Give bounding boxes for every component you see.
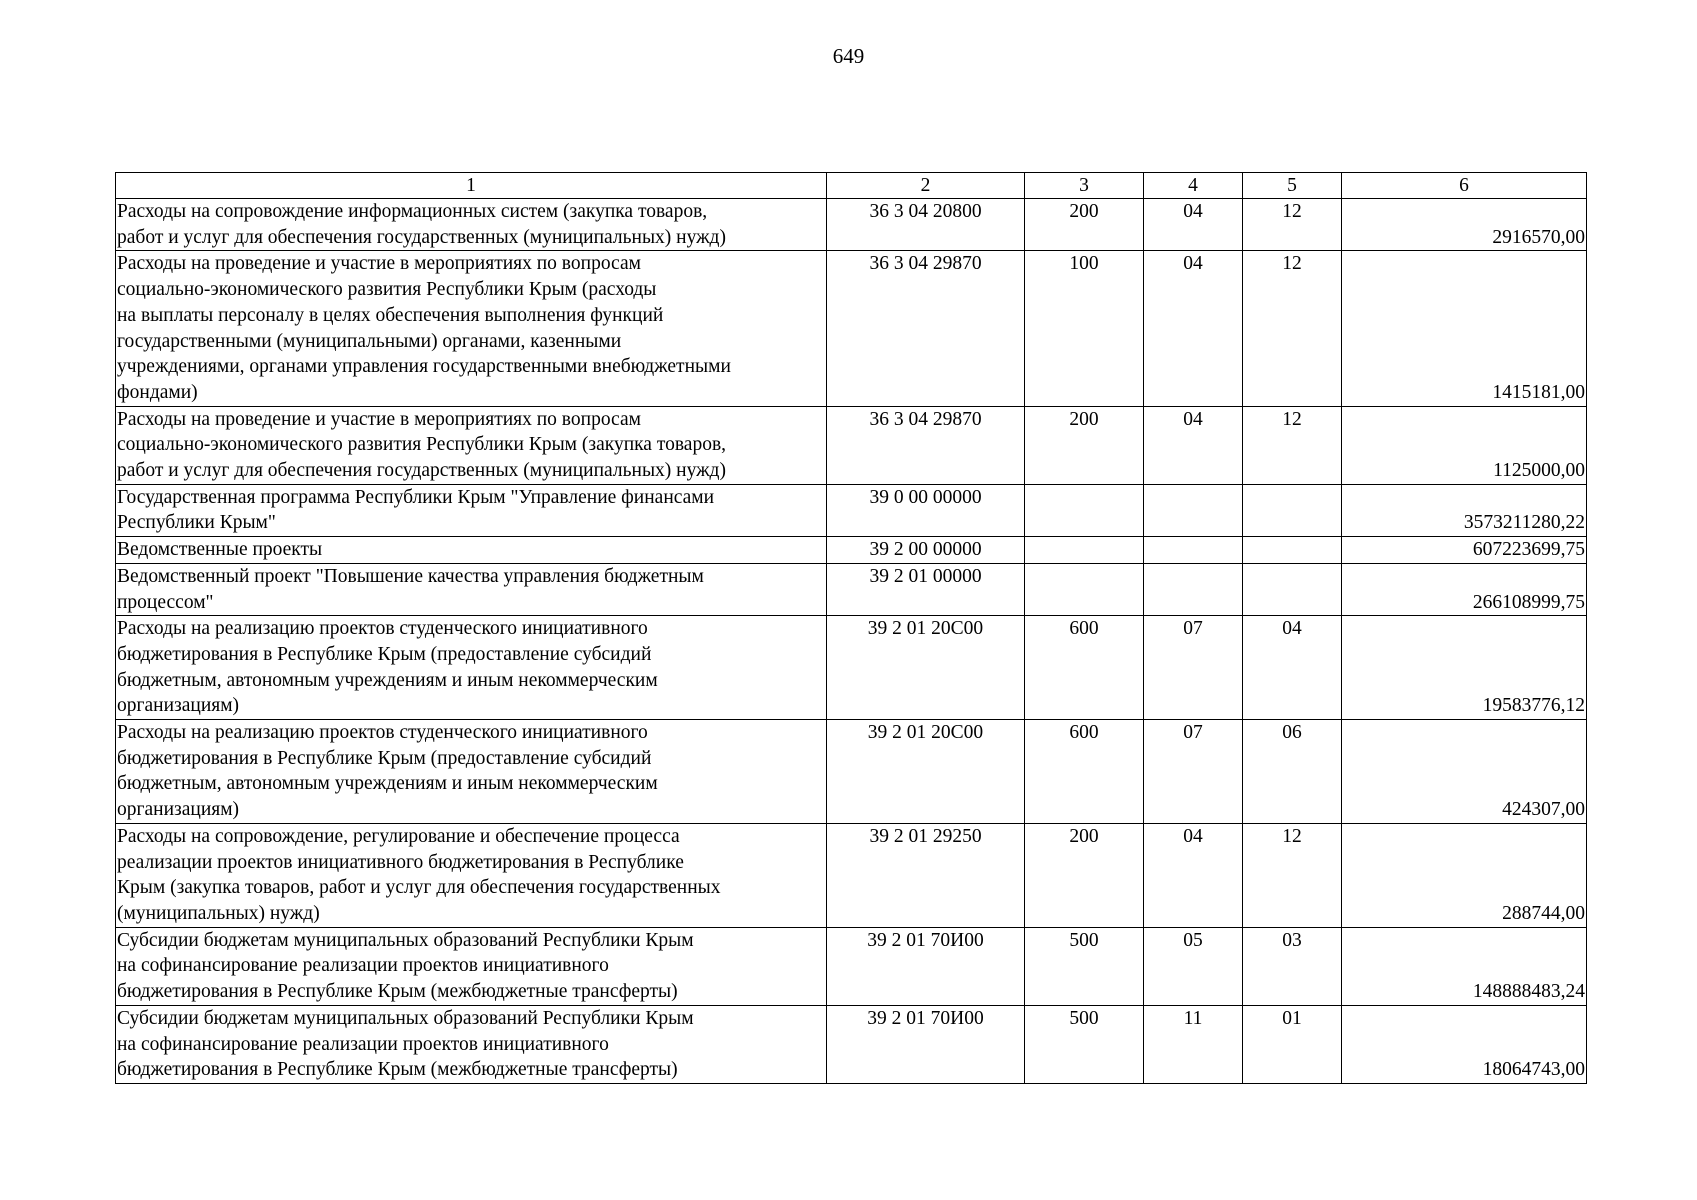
table-row bbox=[116, 199, 1587, 251]
column-header-5: 5 bbox=[1243, 173, 1342, 199]
section-cell: 04 bbox=[1144, 823, 1243, 927]
expense-name-cell: Расходы на проведение и участие в мероприятиях по вопросам социально-экономического развития Республики Крым (закупка товаров, работ и услуг для обеспечения государственных (муниципальных) нужд) bbox=[116, 406, 827, 484]
table-row bbox=[116, 406, 1587, 484]
expense-name-cell: Ведомственные проекты bbox=[116, 537, 827, 564]
table-header bbox=[116, 173, 1587, 199]
table-row bbox=[116, 484, 1587, 536]
table-body bbox=[116, 199, 1587, 1084]
target-article-code-cell: 36 3 04 29870 bbox=[827, 406, 1025, 484]
column-header-4: 4 bbox=[1144, 173, 1243, 199]
target-article-code-cell: 39 2 01 20С00 bbox=[827, 616, 1025, 720]
table-row bbox=[116, 927, 1587, 1005]
amount-cell: 148888483,24 bbox=[1342, 927, 1587, 1005]
amount-cell: 266108999,75 bbox=[1342, 563, 1587, 615]
table-row bbox=[116, 537, 1587, 564]
section-cell: 04 bbox=[1144, 406, 1243, 484]
target-article-code-cell: 39 2 01 70И00 bbox=[827, 927, 1025, 1005]
amount-cell: 1125000,00 bbox=[1342, 406, 1587, 484]
target-article-code-cell: 36 3 04 20800 bbox=[827, 199, 1025, 251]
subsection-cell bbox=[1243, 563, 1342, 615]
amount-cell: 607223699,75 bbox=[1342, 537, 1587, 564]
expense-name-cell: Ведомственный проект "Повышение качества управления бюджетным процессом" bbox=[116, 563, 827, 615]
expense-name-cell: Субсидии бюджетам муниципальных образований Республики Крым на софинансирование реализации проектов инициативного бюджетирования в Республике Крым (межбюджетные трансферты) bbox=[116, 1005, 827, 1083]
expense-type-cell: 500 bbox=[1025, 1005, 1144, 1083]
subsection-cell: 04 bbox=[1243, 616, 1342, 720]
section-cell: 05 bbox=[1144, 927, 1243, 1005]
subsection-cell: 06 bbox=[1243, 720, 1342, 824]
section-cell: 07 bbox=[1144, 720, 1243, 824]
expense-type-cell bbox=[1025, 537, 1144, 564]
table-row bbox=[116, 823, 1587, 927]
target-article-code-cell: 39 2 00 00000 bbox=[827, 537, 1025, 564]
amount-cell: 18064743,00 bbox=[1342, 1005, 1587, 1083]
budget-table bbox=[115, 172, 1587, 1084]
subsection-cell bbox=[1243, 537, 1342, 564]
expense-type-cell: 200 bbox=[1025, 823, 1144, 927]
subsection-cell: 12 bbox=[1243, 199, 1342, 251]
expense-type-cell: 500 bbox=[1025, 927, 1144, 1005]
amount-cell: 3573211280,22 bbox=[1342, 484, 1587, 536]
expense-type-cell: 200 bbox=[1025, 199, 1144, 251]
column-header-2: 2 bbox=[827, 173, 1025, 199]
section-cell: 11 bbox=[1144, 1005, 1243, 1083]
column-header-6: 6 bbox=[1342, 173, 1587, 199]
amount-cell: 19583776,12 bbox=[1342, 616, 1587, 720]
subsection-cell: 12 bbox=[1243, 406, 1342, 484]
section-cell: 04 bbox=[1144, 251, 1243, 406]
expense-type-cell bbox=[1025, 484, 1144, 536]
amount-cell: 288744,00 bbox=[1342, 823, 1587, 927]
column-header-3: 3 bbox=[1025, 173, 1144, 199]
expense-type-cell: 600 bbox=[1025, 720, 1144, 824]
expense-type-cell bbox=[1025, 563, 1144, 615]
subsection-cell: 01 bbox=[1243, 1005, 1342, 1083]
expense-name-cell: Расходы на реализацию проектов студенческого инициативного бюджетирования в Республике Крым (предоставление субсидий бюджетным, автономным учреждениям и иным некоммерческим организациям) bbox=[116, 720, 827, 824]
expense-name-cell: Расходы на сопровождение, регулирование и обеспечение процесса реализации проектов инициативного бюджетирования в Республике Крым (закупка товаров, работ и услуг для обеспечения государственных (муниципальных) нужд) bbox=[116, 823, 827, 927]
amount-cell: 2916570,00 bbox=[1342, 199, 1587, 251]
section-cell bbox=[1144, 537, 1243, 564]
expense-name-cell: Расходы на сопровождение информационных систем (закупка товаров, работ и услуг для обеспечения государственных (муниципальных) нужд) bbox=[116, 199, 827, 251]
table-row bbox=[116, 563, 1587, 615]
section-cell: 07 bbox=[1144, 616, 1243, 720]
table-row bbox=[116, 720, 1587, 824]
target-article-code-cell: 39 2 01 29250 bbox=[827, 823, 1025, 927]
expense-name-cell: Государственная программа Республики Крым "Управление финансами Республики Крым" bbox=[116, 484, 827, 536]
header-row bbox=[116, 173, 1587, 199]
amount-cell: 1415181,00 bbox=[1342, 251, 1587, 406]
section-cell bbox=[1144, 484, 1243, 536]
amount-cell: 424307,00 bbox=[1342, 720, 1587, 824]
expense-type-cell: 600 bbox=[1025, 616, 1144, 720]
target-article-code-cell: 36 3 04 29870 bbox=[827, 251, 1025, 406]
page-number: 649 bbox=[832, 44, 865, 68]
subsection-cell: 12 bbox=[1243, 251, 1342, 406]
target-article-code-cell: 39 2 01 00000 bbox=[827, 563, 1025, 615]
expense-type-cell: 100 bbox=[1025, 251, 1144, 406]
table-row bbox=[116, 1005, 1587, 1083]
section-cell: 04 bbox=[1144, 199, 1243, 251]
section-cell bbox=[1144, 563, 1243, 615]
expense-name-cell: Расходы на реализацию проектов студенческого инициативного бюджетирования в Республике Крым (предоставление субсидий бюджетным, автономным учреждениям и иным некоммерческим организациям) bbox=[116, 616, 827, 720]
table-row bbox=[116, 251, 1587, 406]
table-row bbox=[116, 616, 1587, 720]
expense-name-cell: Субсидии бюджетам муниципальных образований Республики Крым на софинансирование реализации проектов инициативного бюджетирования в Республике Крым (межбюджетные трансферты) bbox=[116, 927, 827, 1005]
expense-name-cell: Расходы на проведение и участие в мероприятиях по вопросам социально-экономического развития Республики Крым (расходы на выплаты персоналу в целях обеспечения выполнения функций государственными (муниципальными) органами, казенными учреждениями, органами управления государственными внебюджетными фондами) bbox=[116, 251, 827, 406]
target-article-code-cell: 39 2 01 20С00 bbox=[827, 720, 1025, 824]
subsection-cell: 12 bbox=[1243, 823, 1342, 927]
target-article-code-cell: 39 2 01 70И00 bbox=[827, 1005, 1025, 1083]
expense-type-cell: 200 bbox=[1025, 406, 1144, 484]
subsection-cell: 03 bbox=[1243, 927, 1342, 1005]
column-header-1: 1 bbox=[116, 173, 827, 199]
subsection-cell bbox=[1243, 484, 1342, 536]
target-article-code-cell: 39 0 00 00000 bbox=[827, 484, 1025, 536]
